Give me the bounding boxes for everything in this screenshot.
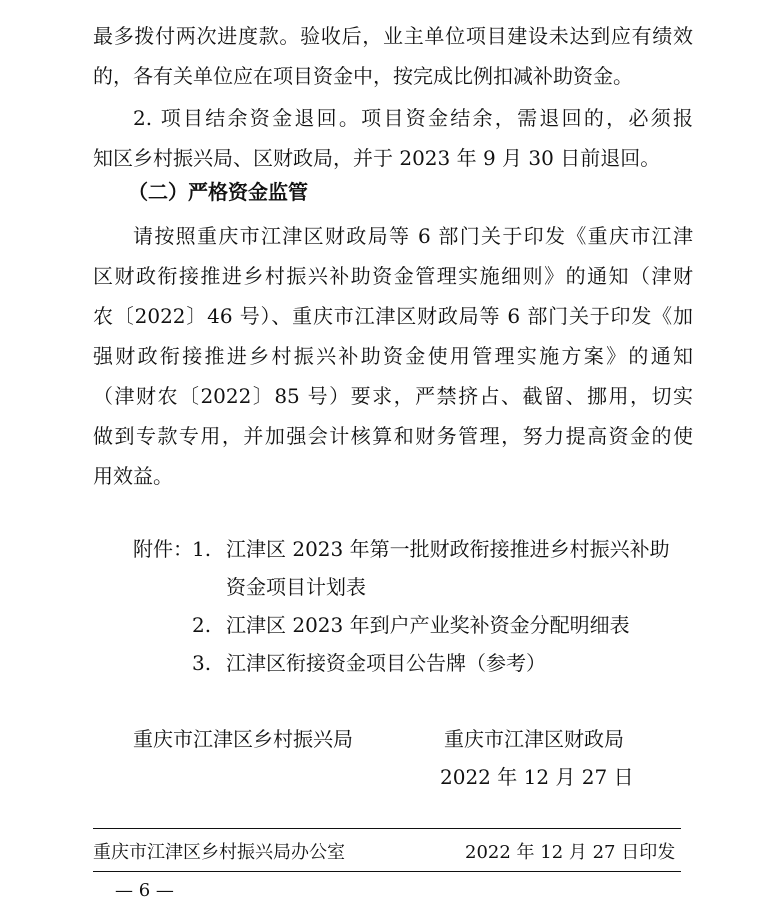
paragraph-line: 做到专款专用，并加强会计核算和财务管理，努力提高资金的使 xyxy=(93,424,693,448)
paragraph-line: 请按照重庆市江津区财政局等 6 部门关于印发《重庆市江津 xyxy=(133,224,693,248)
paragraph-line: 农〔2022〕46 号）、重庆市江津区财政局等 6 部门关于印发《加 xyxy=(93,304,693,328)
issuer-signature: 重庆市江津区财政局 xyxy=(444,727,624,751)
signature-date: 2022 年 12 月 27 日 xyxy=(440,765,634,789)
issue-date: 2022 年 12 月 27 日印发 xyxy=(465,842,676,863)
issuer-signature: 重庆市江津区乡村振兴局 xyxy=(133,727,353,751)
attachment-number: 2. xyxy=(192,613,212,637)
attachment-title: 江津区 2023 年到户产业奖补资金分配明细表 xyxy=(226,613,630,637)
attachment-title: 资金项目计划表 xyxy=(226,575,366,599)
issuing-office: 重庆市江津区乡村振兴局办公室 xyxy=(93,842,345,863)
paragraph-line: 的，各有关单位应在项目资金中，按完成比例扣减补助资金。 xyxy=(93,64,633,88)
footer-top-rule xyxy=(93,828,681,829)
section-heading: （二）严格资金监管 xyxy=(128,180,308,204)
paragraph-line: 知区乡村振兴局、区财政局，并于 2023 年 9 月 30 日前退回。 xyxy=(93,146,661,170)
paragraph-line: 强财政衔接推进乡村振兴补助资金使用管理实施方案》的通知 xyxy=(93,344,693,368)
paragraph-line: 用效益。 xyxy=(93,464,173,488)
paragraph-line: （津财农〔2022〕85 号）要求，严禁挤占、截留、挪用，切实 xyxy=(93,384,693,408)
paragraph-line: 最多拨付两次进度款。验收后，业主单位项目建设未达到应有绩效 xyxy=(93,24,693,48)
page-number: — 6 — xyxy=(115,880,174,901)
attachment-title: 江津区 2023 年第一批财政衔接推进乡村振兴补助 xyxy=(226,537,670,561)
attachment-title: 江津区衔接资金项目公告牌（参考） xyxy=(226,651,546,675)
attachment-number: 3. xyxy=(192,651,212,675)
paragraph-line: 2. 项目结余资金退回。项目资金结余，需退回的，必须报 xyxy=(133,106,693,130)
attachments-label: 附件： xyxy=(133,537,193,561)
footer-bottom-rule xyxy=(93,871,681,872)
attachment-number: 1. xyxy=(192,537,212,561)
paragraph-line: 区财政衔接推进乡村振兴补助资金管理实施细则》的通知（津财 xyxy=(93,264,693,288)
